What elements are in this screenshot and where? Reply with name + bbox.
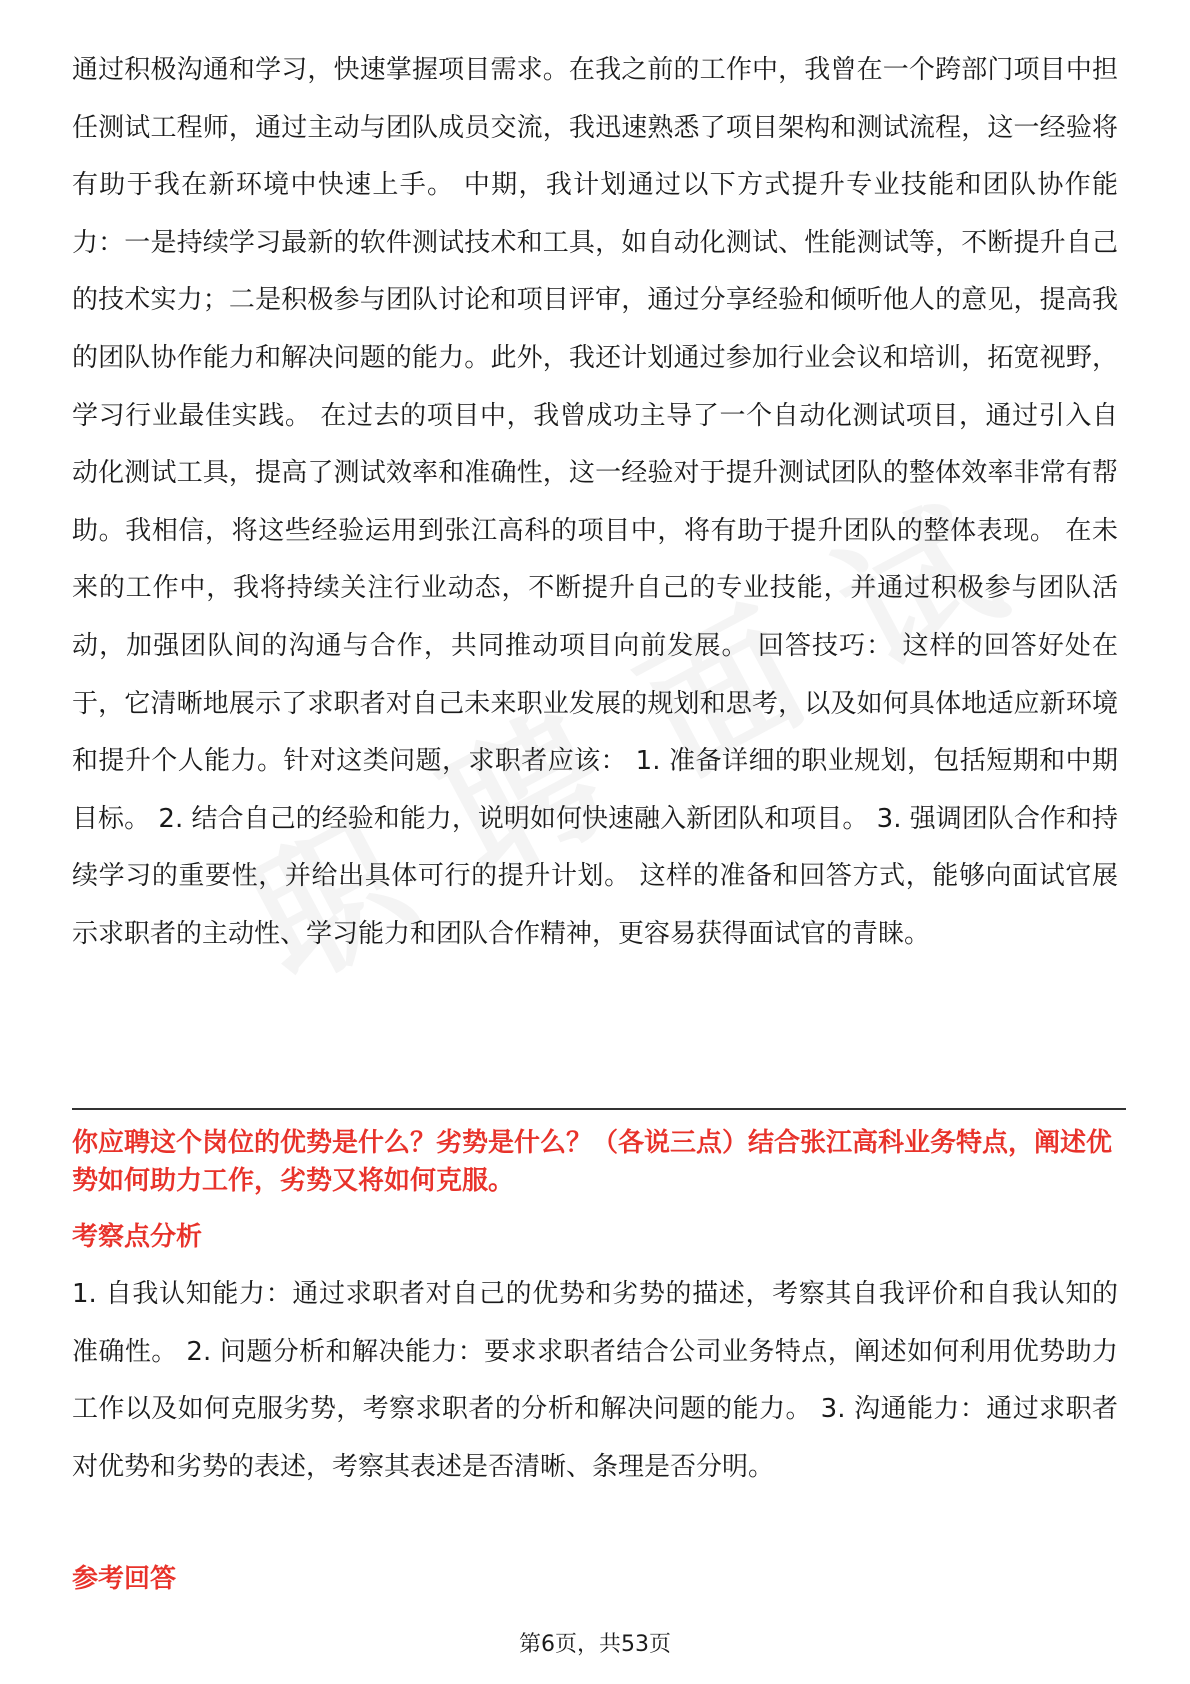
- analysis-paragraph: 1. 自我认知能力：通过求职者对自己的优势和劣势的描述，考察其自我评价和自我认知的准确性。 2. 问题分析和解决能力：要求求职者结合公司业务特点，阐述如何利用优势助力工作以及如何克服劣势，考察求职者的分析和解决问题的能力。 3. 沟通能力：通过求职者对优势和劣势的表述，考察其表述是否清晰、条理是否分明。: [72, 1279, 1118, 1482]
- interview-question: 你应聘这个岗位的优势是什么？劣势是什么？（各说三点）结合张江高科业务特点，阐述优势如何助力工作，劣势又将如何克服。: [72, 1128, 1113, 1196]
- reference-answer-heading: 参考回答: [72, 1564, 177, 1594]
- answer-paragraph: 通过积极沟通和学习，快速掌握项目需求。在我之前的工作中，我曾在一个跨部门项目中担任测试工程师，通过主动与团队成员交流，我迅速熟悉了项目架构和测试流程，这一经验将有助于我在新环境中快速上手。 中期，我计划通过以下方式提升专业技能和团队协作能力：一是持续学习最新的软件测试技术和工具，如自动化测试、性能测试等，不断提升自己的技术实力；二是积极参与团队讨论和项目评审，通过分享经验和倾听他人的意见，提高我的团队协作能力和解决问题的能力。此外，我还计划通过参加行业会议和培训，拓宽视野，学习行业最佳实践。 在过去的项目中，我曾成功主导了一个自动化测试项目，通过引入自动化测试工具，提高了测试效率和准确性，这一经验对于提升测试团队的整体效率非常有帮助。我相信，将这些经验运用到张江高科的项目中，将有助于提升团队的整体表现。 在未来的工作中，我将持续关注行业动态，不断提升自己的专业技能，并通过积极参与团队活动，加强团队间的沟通与合作，共同推动项目向前发展。 回答技巧： 这样的回答好处在于，它清晰地展示了求职者对自己未来职业发展的规划和思考，以及如何具体地适应新环境和提升个人能力。针对这类问题，求职者应该： 1. 准备详细的职业规划，包括短期和中期目标。 2. 结合自己的经验和能力，说明如何快速融入新团队和项目。 3. 强调团队合作和持续学习的重要性，并给出具体可行的提升计划。 这样的准备和回答方式，能够向面试官展示求职者的主动性、学习能力和团队合作精神，更容易获得面试官的青睐。: [72, 55, 1118, 949]
- answer-body: [72, 42, 1118, 964]
- analysis-heading: 考察点分析: [72, 1222, 203, 1252]
- section-divider: [72, 1108, 1126, 1110]
- page-number: 第6页，共53页: [519, 1632, 671, 1657]
